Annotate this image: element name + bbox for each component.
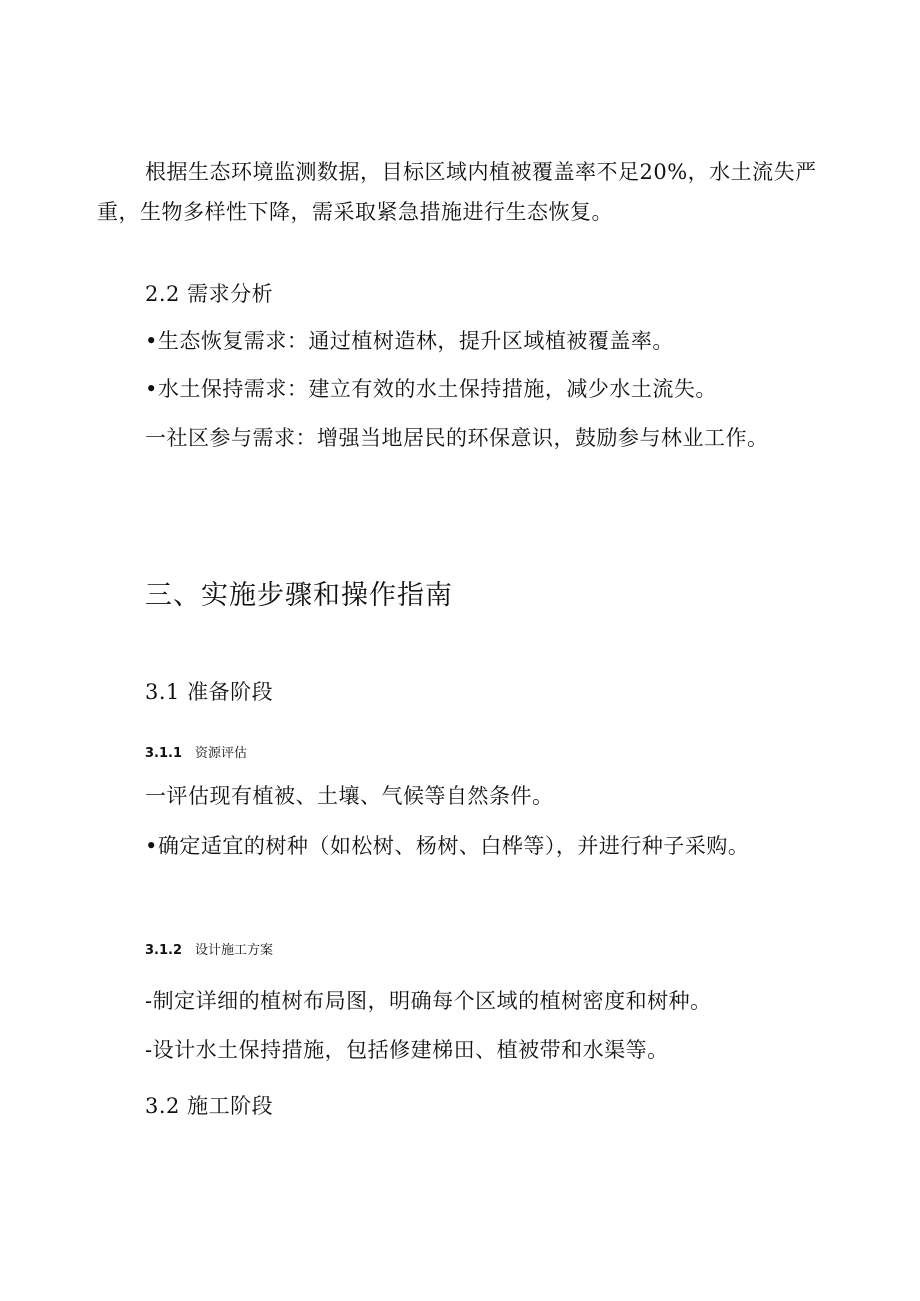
list-item-planting-layout: -制定详细的植树布局图，明确每个区域的植树密度和树种。 (145, 989, 712, 1013)
list-item-assess-conditions: 一评估现有植被、土壤、气候等自然条件。 (145, 784, 554, 808)
section-3-2-heading: 3.2 施工阶段 (145, 1094, 274, 1118)
subsection-3-1-1-heading (145, 744, 247, 764)
subsection-title: 设计施工方案 (195, 943, 274, 958)
intro-paragraph: 根据生态环境监测数据，目标区域内植被覆盖率不足20%，水土流失严重，生物多样性下降，需采取紧急措施进行生态恢复。 (97, 160, 817, 224)
chapter-3-title: 三、实施步骤和操作指南 (145, 580, 453, 611)
subsection-number: 3.1.2 (145, 943, 183, 958)
subsection-3-1-2-heading (145, 941, 273, 961)
section-3-1-heading: 3.1 准备阶段 (145, 680, 274, 704)
list-item-select-species: •确定适宜的树种（如松树、杨树、白桦等），并进行种子采购。 (145, 834, 750, 858)
list-item-soil-water-need: •水土保持需求：建立有效的水土保持措施，减少水土流失。 (145, 377, 717, 401)
subsection-title: 资源评估 (195, 746, 248, 761)
list-item-community-need: 一社区参与需求：增强当地居民的环保意识，鼓励参与林业工作。 (145, 426, 769, 450)
list-item-soil-water-design: -设计水土保持措施，包括修建梯田、植被带和水渠等。 (145, 1038, 669, 1062)
subsection-number: 3.1.1 (145, 746, 183, 761)
list-item-ecological-need: •生态恢复需求：通过植树造林，提升区域植被覆盖率。 (145, 329, 674, 353)
section-2-2-heading: 2.2 需求分析 (145, 282, 274, 306)
